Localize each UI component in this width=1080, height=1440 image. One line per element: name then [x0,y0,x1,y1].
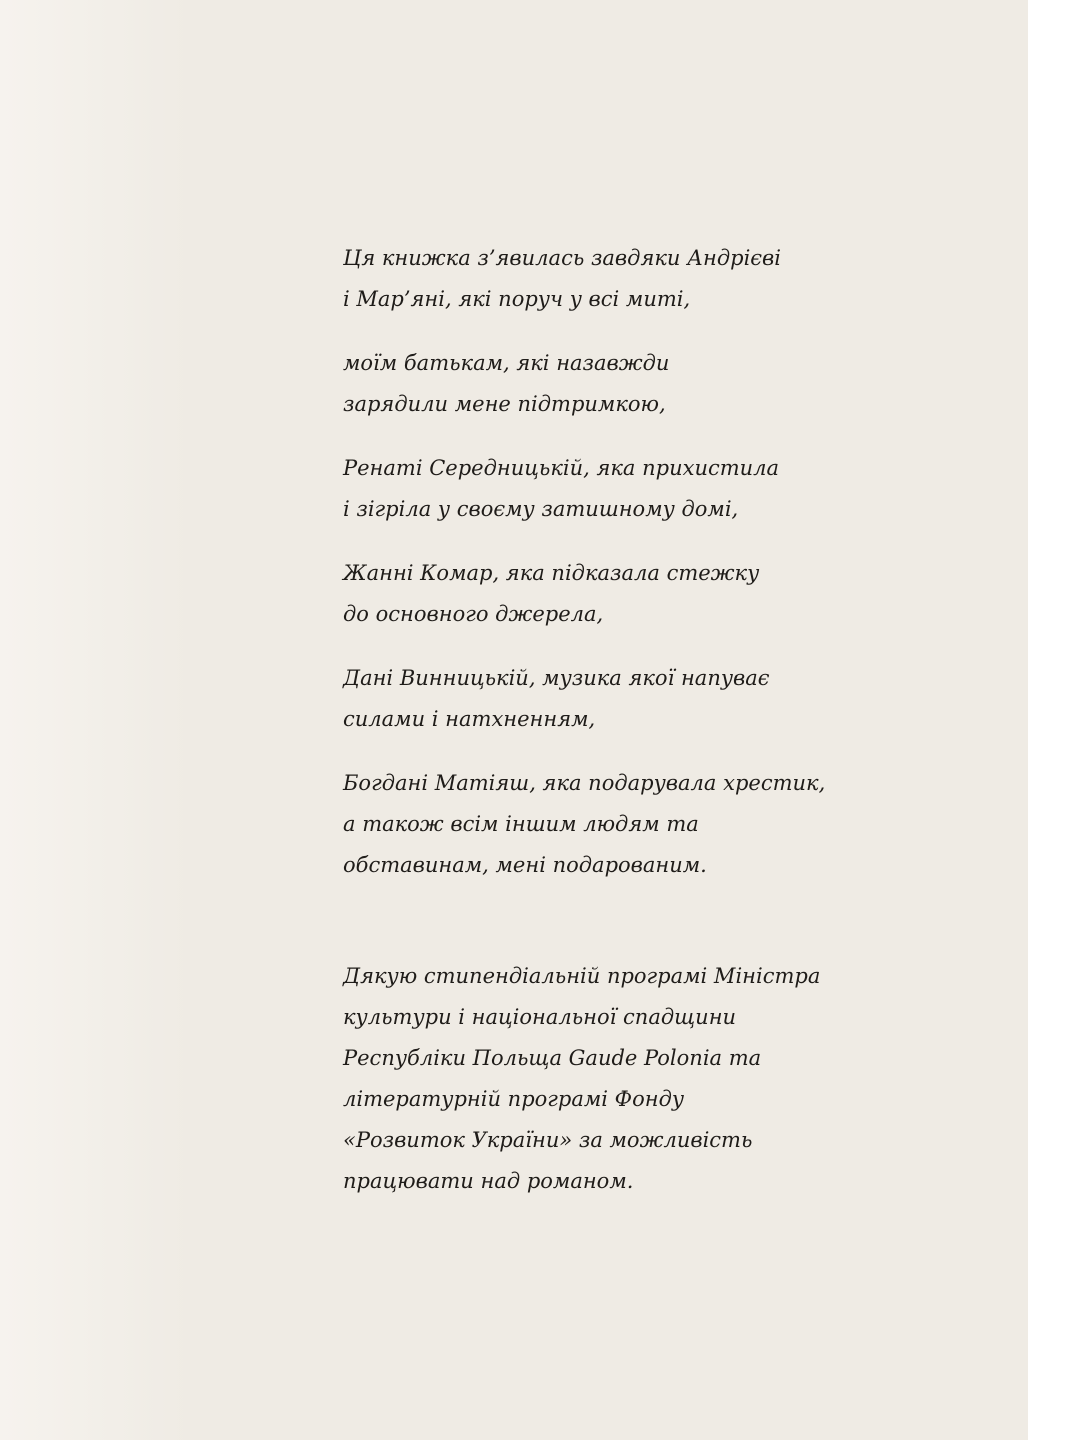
acknowledgement-line: Дякую стипендіальній програмі Міністра [343,964,821,988]
dedication-line: Богдані Матіяш, яка подарувала хрестик, [343,771,826,795]
acknowledgement-line: Республіки Польща Gaude Polonia та [343,1046,762,1070]
dedication-line: до основного джерела, [343,602,604,626]
dedication-stanza [343,448,983,530]
dedication-stanza [343,343,983,425]
page-gutter-shade [0,0,190,1440]
dedication-line: обставинам, мені подарованим. [343,853,707,877]
acknowledgement-line: літературній програмі Фонду [343,1087,685,1111]
dedication-line: і Мар’яні, які поруч у всі миті, [343,287,691,311]
dedication-line: Дані Винницькій, музика якої напуває [343,666,770,690]
acknowledgement-line: культури і національної спадщини [343,1005,737,1029]
dedication-text [343,238,983,1225]
scan-margin [1028,0,1080,1440]
dedication-line: силами і натхненням, [343,707,596,731]
dedication-line: а також всім іншим людям та [343,812,699,836]
dedication-stanza [343,238,983,320]
dedication-stanza [343,553,983,635]
dedication-line: і зігріла у своєму затишному домі, [343,497,739,521]
dedication-stanza [343,763,983,886]
acknowledgement-line: «Розвиток України» за можливість [343,1128,753,1152]
acknowledgement-line: працювати над романом. [343,1169,634,1193]
dedication-line: моїм батькам, які назавжди [343,351,670,375]
acknowledgement-paragraph [343,956,983,1202]
dedication-line: Ренаті Середницькій, яка прихистила [343,456,780,480]
dedication-stanza [343,658,983,740]
dedication-line: Ця книжка з’явилась завдяки Андрієві [343,246,781,270]
dedication-line: Жанні Комар, яка підказала стежку [343,561,760,585]
dedication-line: зарядили мене підтримкою, [343,392,666,416]
